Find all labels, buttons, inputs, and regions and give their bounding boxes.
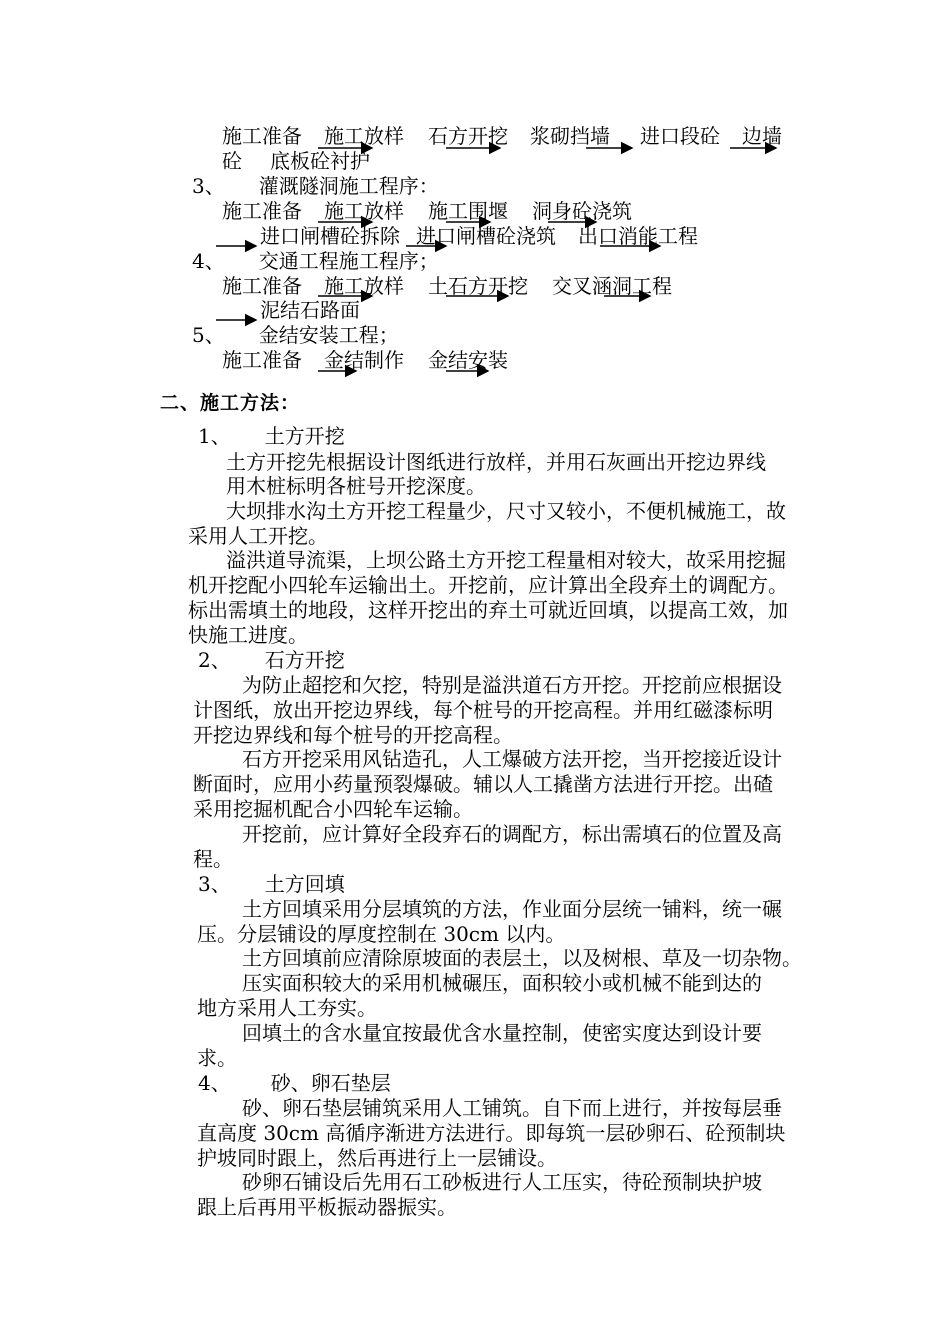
paragraph-line: 为防止超挖和欠挖，特别是溢洪道石方开挖。开挖前应根据设 [242,673,782,697]
paragraph-line: 采用挖掘机配合小四轮车运输。 [193,797,473,821]
paragraph-line: 计图纸，放出开挖边界线，每个桩号的开挖高程。并用红磁漆标明 [193,698,773,722]
subsection-2-heading: 2、 石方开挖 [198,648,345,672]
paragraph-line: 溢洪道导流渠，上坝公路土方开挖工程量相对较大，故采用挖掘 [226,548,786,572]
paragraph-line: 直高度 30cm 高循序渐进方法进行。即每筑一层砂卵石、砼预制块 [197,1121,786,1145]
flow-step: 施工准备 [222,199,302,223]
subsection-4-heading: 4、 砂、卵石垫层 [198,1071,391,1095]
paragraph-line: 砂卵石铺设后先用石工砂板进行人工压实，待砼预制块护坡 [242,1170,762,1194]
flow-step: 土石方开挖 [428,274,528,298]
flow-step: 出口消能工程 [578,224,698,248]
flow-step: 施工准备 [222,348,302,372]
flow-step: 石方开挖 [428,124,508,148]
flow-step: 施工放样 [324,124,404,148]
flow-step: 施工准备 [222,124,302,148]
paragraph-line: 程。 [193,847,233,871]
item-5-heading: 5、 金结安装工程； [192,323,399,347]
paragraph-line: 采用人工开挖。 [188,524,328,548]
flow-step: 洞身砼浇筑 [532,199,632,223]
paragraph-line: 回填土的含水量宜按最优含水量控制，使密实度达到设计要 [242,1021,762,1045]
flow-step: 施工围堰 [428,199,508,223]
paragraph-line: 压实面积较大的采用机械碾压，面积较小或机械不能到达的 [242,971,762,995]
flow-step: 底板砼衬护 [270,149,370,173]
flow-step: 进口闸槽砼浇筑 [416,224,556,248]
paragraph-line: 砂、卵石垫层铺筑采用人工铺筑。自下而上进行，并按每层垂 [242,1096,782,1120]
flow-line-2 [222,149,370,173]
flow-step: 砼 [222,149,242,173]
paragraph-line: 地方采用人工夯实。 [197,996,377,1020]
flow-line-1 [222,124,782,148]
paragraph-line: 开挖前，应计算好全段弃石的调配方，标出需填石的位置及高 [242,822,782,846]
paragraph-line: 标出需填土的地段，这样开挖出的弃土可就近回填，以提高工效，加 [188,598,788,622]
flow-line-5 [260,224,698,248]
paragraph-line: 大坝排水沟土方开挖工程量少，尺寸又较小，不便机械施工，故 [226,499,786,523]
flow-line-8 [260,298,360,322]
paragraph-line: 机开挖配小四轮车运输出土。开挖前，应计算出全段弃土的调配方。 [188,573,788,597]
flow-step: 进口段砼 [640,124,720,148]
flow-step: 施工放样 [324,274,404,298]
item-3-heading: 3、 灌溉隧洞施工程序： [192,174,439,198]
paragraph-line: 快施工进度。 [188,623,308,647]
flow-step: 泥结石路面 [260,298,360,322]
flow-step: 施工准备 [222,274,302,298]
paragraph-line: 土方开挖先根据设计图纸进行放样，并用石灰画出开挖边界线 [226,450,766,474]
flow-step: 进口闸槽砼拆除 [260,224,400,248]
paragraph-line: 求。 [197,1046,237,1070]
paragraph-line: 用木桩标明各桩号开挖深度。 [226,474,486,498]
paragraph-line: 压。分层铺设的厚度控制在 30cm 以内。 [197,922,566,946]
item-4-heading: 4、 交通工程施工程序； [192,249,439,273]
paragraph-line: 跟上后再用平板振动器振实。 [197,1195,457,1219]
paragraph-line: 护坡同时跟上，然后再进行上一层铺设。 [197,1146,557,1170]
paragraph-line: 石方开挖采用风钻造孔，人工爆破方法开挖，当开挖接近设计 [242,747,782,771]
paragraph-line: 土方回填前应清除原坡面的表层土，以及树根、草及一切杂物。 [242,946,802,970]
subsection-1-heading: 1、 土方开挖 [198,424,345,448]
flow-line-10 [222,348,508,372]
flow-step: 金结安装 [428,348,508,372]
flow-step: 交叉涵洞工程 [552,274,672,298]
flow-step: 浆砌挡墙 [530,124,610,148]
flow-step: 施工放样 [324,199,404,223]
flow-step: 金结制作 [324,348,404,372]
flow-line-4 [222,199,632,223]
paragraph-line: 土方回填采用分层填筑的方法，作业面分层统一铺料，统一碾 [242,897,782,921]
paragraph-line: 断面时，应用小药量预裂爆破。辅以人工撬凿方法进行开挖。出碴 [193,772,773,796]
flow-step: 边墙 [742,124,782,148]
flow-line-7 [222,274,672,298]
section-heading: 二、施工方法： [160,392,301,414]
paragraph-line: 开挖边界线和每个桩号的开挖高程。 [193,723,513,747]
subsection-3-heading: 3、 土方回填 [198,872,345,896]
